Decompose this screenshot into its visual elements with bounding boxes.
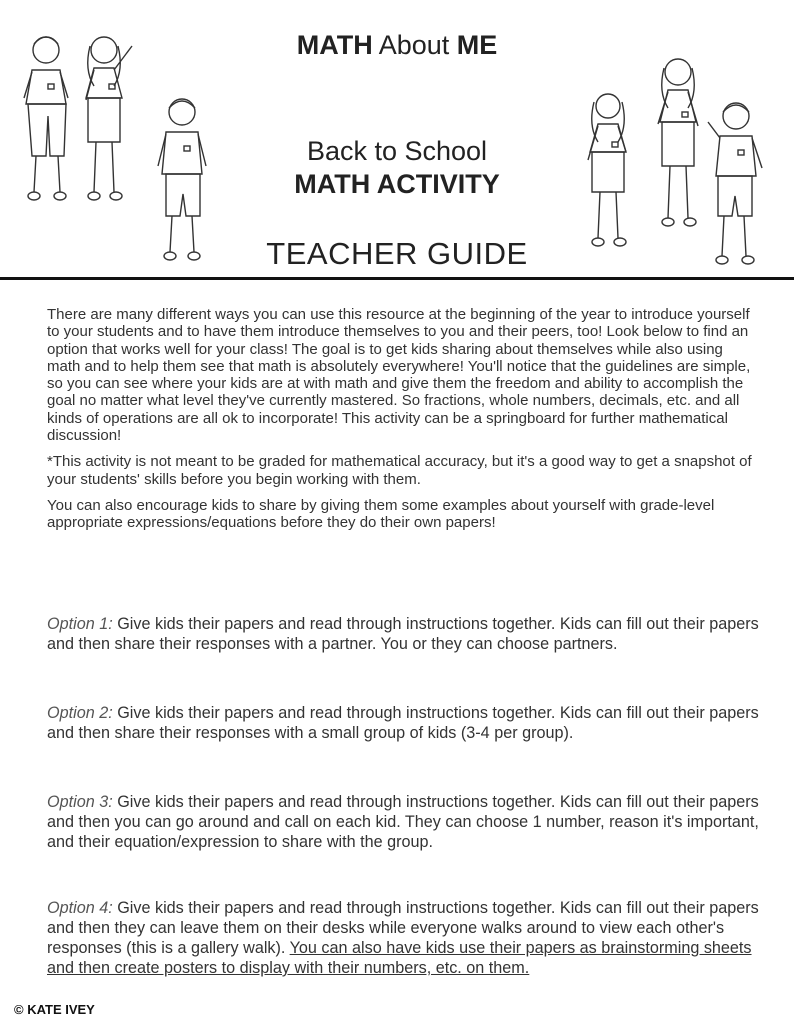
title-about: About bbox=[372, 30, 457, 60]
header-divider bbox=[0, 277, 794, 280]
option-underlined-text: You can also have kids use their papers as brainstorming sheets and then create posters to display with their numbers, etc. on them. bbox=[47, 939, 752, 977]
activity-title: MATH ACTIVITY bbox=[294, 169, 500, 199]
option-2 bbox=[47, 703, 759, 743]
option-3 bbox=[47, 792, 759, 852]
option-4 bbox=[47, 898, 759, 978]
page-title bbox=[0, 30, 794, 61]
option-text: Give kids their papers and read through instructions together. Kids can fill out their papers and then share their responses with a small group of kids (3-4 per group). bbox=[47, 704, 759, 742]
option-label: Option 1: bbox=[47, 615, 113, 633]
option-1 bbox=[47, 614, 759, 654]
intro-paragraph: There are many different ways you can use this resource at the beginning of the year to introduce yourself to your students and to have them introduce themselves to you and their peers, too! Look below to find an option that works well for your class! The goal is to get kids sharing about themselves while also using math and to help them see that math is absolutely everywhere! You'll notice that the guidelines are simple, so you can see where your kids are at with math and give them the freedom and ability to accomplish the goal no matter what level they've currently mastered. So fractions, whole numbers, decimals, etc. and all kinds of operations are all ok to incorporate! This activity can be a springboard for further mathematical discussion! bbox=[47, 306, 751, 445]
copyright-footer: © KATE IVEY bbox=[14, 1002, 95, 1017]
option-text: Give kids their papers and read through instructions together. Kids can fill out their papers and then they can leave them on their desks while everyone walks around to view each other's responses (this is a gallery walk). bbox=[47, 899, 759, 957]
guide-body bbox=[47, 306, 759, 977]
title-math: MATH bbox=[296, 30, 373, 60]
guide-title: TEACHER GUIDE bbox=[266, 236, 528, 271]
grading-note-paragraph: *This activity is not meant to be graded for mathematical accuracy, but it's a good way to get a snapshot of your students' skills before you begin working with them. bbox=[47, 453, 752, 488]
header bbox=[0, 0, 794, 280]
option-text: Give kids their papers and read through instructions together. Kids can fill out their papers and then share their responses with a partner. You or they can choose partners. bbox=[47, 615, 759, 653]
option-label: Option 3: bbox=[47, 793, 113, 811]
option-label: Option 2: bbox=[47, 704, 113, 722]
subtitle: Back to School bbox=[306, 136, 488, 166]
encourage-paragraph: You can also encourage kids to share by giving them some examples about yourself with grade-level appropriate expressions/equations before they do their own papers! bbox=[47, 496, 715, 532]
option-label: Option 4: bbox=[47, 899, 113, 917]
title-me: ME bbox=[456, 30, 498, 60]
option-text: Give kids their papers and read through instructions together. Kids can fill out their papers and then you can go around and call on each kid. They can choose 1 number, reason it's important, and their equation/expression to share with the group. bbox=[47, 793, 759, 851]
